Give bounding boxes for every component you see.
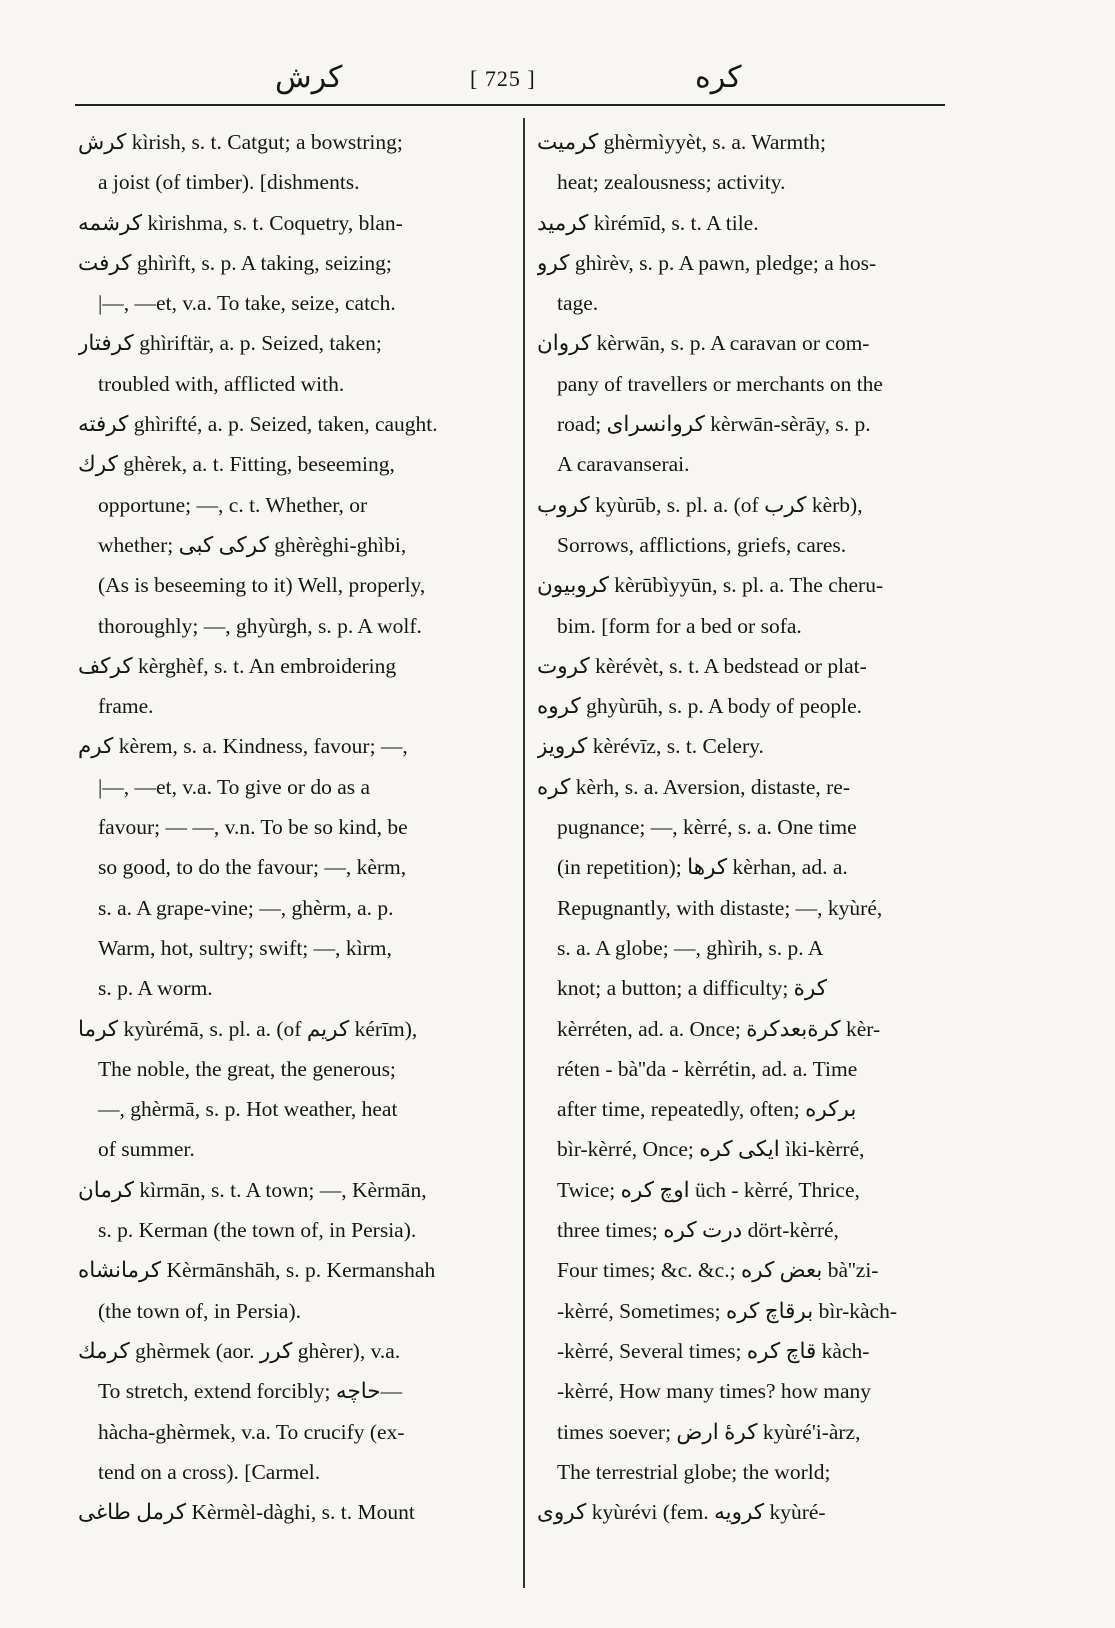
entry-line: Sorrows, afflictions, griefs, cares.	[557, 532, 847, 557]
page-header	[75, 60, 945, 104]
entry-line: a joist (of timber). [dishments.	[98, 170, 360, 195]
entry-line: thoroughly; —, ghyùrgh, s. p. A wolf.	[98, 613, 422, 638]
entry-headword-line: کرو ghìrèv, s. p. A pawn, pledge; a hos-	[537, 250, 877, 275]
entry-line: so good, to do the favour; —, kèrm,	[98, 855, 407, 880]
entry-headword-line: کرفت ghìrìft, s. p. A taking, seizing;	[78, 250, 392, 275]
entry-line: réten - bà''da - kèrrétin, ad. a. Time	[557, 1056, 858, 1081]
entry-line: hàcha-ghèrmek, v.a. To crucify (ex-	[98, 1419, 405, 1444]
entry-headword-line: کرم kèrem, s. a. Kindness, favour; —,	[78, 734, 408, 759]
entry-headword-line: کروت kèrévèt, s. t. A bedstead or plat-	[537, 653, 867, 678]
header-right-word: کره	[695, 61, 742, 94]
entry-line: bìr-kèrré, Once; ایکی کره ìki-kèrré,	[557, 1137, 865, 1162]
entry-line: after time, repeatedly, often; برکره	[557, 1097, 857, 1122]
entry-headword-line: کرمك ghèrmek (aor. کرر ghèrer), v.a.	[78, 1338, 401, 1363]
entry-line: troubled with, afflicted with.	[98, 371, 345, 396]
entry-line: times soever; کرهٔ ارض kyùré'i-àrz,	[557, 1419, 861, 1444]
entry-line: tage.	[557, 291, 599, 316]
entry-headword-line: کرما kyùrémā, s. pl. a. (of کریم kérīm),	[78, 1016, 418, 1041]
entry-line: heat; zealousness; activity.	[557, 170, 786, 195]
entry-line: The noble, the great, the generous;	[98, 1056, 396, 1081]
entry-line: |—, —et, v.a. To give or do as a	[98, 774, 371, 799]
entry-headword-line: کرفته ghìrifté, a. p. Seized, taken, caught.	[78, 412, 438, 437]
entry-line: opportune; —, c. t. Whether, or	[98, 492, 368, 517]
entry-headword-line: کرك ghèrek, a. t. Fitting, beseeming,	[78, 452, 395, 477]
entry-line: frame.	[98, 694, 154, 719]
entry-line: Warm, hot, sultry; swift; —, kìrm,	[98, 935, 392, 960]
entry-line: kèrréten, ad. a. Once; کرةبعدکرة kèr-	[557, 1016, 881, 1041]
entry-line: favour; — —, v.n. To be so kind, be	[98, 815, 408, 840]
entry-headword-line: کرمید kìrémīd, s. t. A tile.	[537, 210, 759, 235]
entry-line: A caravanserai.	[557, 452, 690, 477]
entry-line: of summer.	[98, 1137, 195, 1162]
entry-headword-line: کروان kèrwān, s. p. A caravan or com-	[537, 331, 870, 356]
entry-headword-line: کرش kìrish, s. t. Catgut; a bowstring;	[78, 130, 403, 154]
entry-headword-line: کرکف kèrghèf, s. t. An embroidering	[78, 653, 397, 678]
entry-line: Twice; اوچ کره üch - kèrré, Thrice,	[557, 1177, 860, 1202]
entry-line: s. p. Kerman (the town of, in Persia).	[98, 1218, 417, 1243]
entry-headword-line: کره kèrh, s. a. Aversion, distaste, re-	[537, 774, 851, 799]
entry-headword-line: کرمانشاه Kèrmānshāh, s. p. Kermanshah	[78, 1258, 436, 1283]
entry-line: (in repetition); کرها kèrhan, ad. a.	[557, 855, 848, 880]
entry-headword-line: کروی kyùrévi (fem. کرویه kyùré-	[537, 1500, 826, 1525]
entry-line: |—, —et, v.a. To take, seize, catch.	[98, 291, 396, 316]
entry-line: tend on a cross). [Carmel.	[98, 1459, 321, 1484]
entry-headword-line: کرمیت ghèrmìyyèt, s. a. Warmth;	[537, 130, 826, 154]
entry-headword-line: کرشمه kìrishma, s. t. Coquetry, blan-	[78, 210, 403, 235]
entry-line: s. p. A worm.	[98, 976, 213, 1001]
right-column	[537, 122, 962, 1532]
entry-headword-line: کروب kyùrūb, s. pl. a. (of کرب kèrb),	[537, 492, 863, 517]
page-number: [ 725 ]	[470, 66, 536, 91]
entry-line: -kèrré, Several times; قاچ کره kàch-	[557, 1338, 870, 1363]
entry-headword-line: کرمان kìrmān, s. t. A town; —, Kèrmān,	[78, 1177, 427, 1202]
entry-line: (the town of, in Persia).	[98, 1298, 302, 1323]
entry-headword-line: کروه ghyùrūh, s. p. A body of people.	[537, 694, 863, 719]
header-left-word: کرش	[275, 61, 343, 94]
entry-line: -kèrré, Sometimes; برقاچ کره bìr-kàch-	[557, 1298, 897, 1323]
entry-line: -kèrré, How many times? how many	[557, 1379, 872, 1404]
entry-line: Four times; &c. &c.; بعض کره bà''zi-	[557, 1258, 879, 1283]
left-column	[78, 122, 510, 1532]
entry-line: road; کروانسرای kèrwān-sèrāy, s. p.	[557, 412, 871, 437]
entry-line: pany of travellers or merchants on the	[557, 371, 883, 396]
entry-headword-line: کرفتار ghìriftär, a. p. Seized, taken;	[78, 331, 382, 356]
entry-line: three times; درت کره dört-kèrré,	[557, 1218, 839, 1243]
entry-line: Repugnantly, with distaste; —, kyùré,	[557, 895, 883, 920]
entry-line: To stretch, extend forcibly; حاچه—	[98, 1379, 403, 1404]
entry-headword-line: کرویز kèrévīz, s. t. Celery.	[537, 734, 764, 759]
entry-line: The terrestrial globe; the world;	[557, 1459, 831, 1484]
entry-headword-line: کروبیون kèrūbìyyūn, s. pl. a. The cheru-	[537, 573, 884, 598]
entry-line: s. a. A globe; —, ghìrih, s. p. A	[557, 935, 824, 960]
entry-line: whether; کركی کبی ghèrèghi-ghìbi,	[98, 532, 407, 557]
entry-line: —, ghèrmā, s. p. Hot weather, heat	[98, 1097, 398, 1122]
entry-line: s. a. A grape-vine; —, ghèrm, a. p.	[98, 895, 394, 920]
column-divider	[523, 118, 525, 1588]
entry-line: knot; a button; a difficulty; کرة	[557, 976, 828, 1001]
entry-headword-line: کرمل طاغی Kèrmèl-dàghi, s. t. Mount	[78, 1500, 415, 1525]
entry-line: (As is beseeming to it) Well, properly,	[98, 573, 426, 598]
entry-line: pugnance; —, kèrré, s. a. One time	[557, 815, 857, 840]
entry-line: bim. [form for a bed or sofa.	[557, 613, 802, 638]
header-rule	[75, 104, 945, 106]
